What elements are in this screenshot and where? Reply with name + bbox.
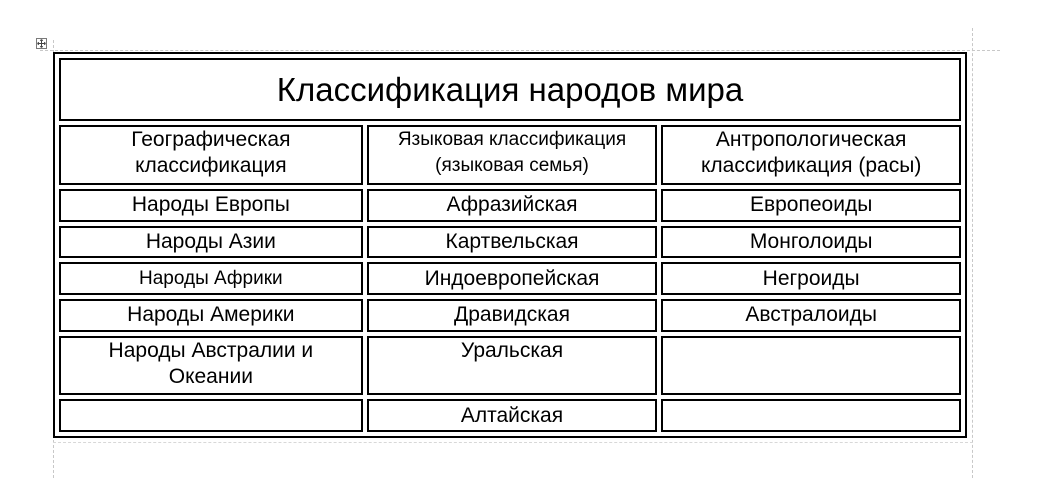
column-header-geographic[interactable]: Географическая классификация (59, 125, 363, 184)
classification-table[interactable] (53, 52, 967, 438)
table-cell[interactable]: Народы Азии (59, 226, 363, 259)
table-cell[interactable]: Народы Европы (59, 189, 363, 222)
page-guide-bottom (53, 442, 973, 443)
table-cell[interactable]: Алтайская (367, 399, 658, 432)
table-row (59, 226, 961, 259)
table-row (59, 399, 961, 432)
table-row (59, 336, 961, 395)
table-cell[interactable]: Народы Африки (59, 262, 363, 295)
move-arrows-icon[interactable] (36, 38, 47, 49)
table-cell[interactable]: Уральская (367, 336, 658, 395)
table-cell[interactable] (59, 399, 363, 432)
table-row (59, 262, 961, 295)
table-cell[interactable]: Монголоиды (661, 226, 961, 259)
table-cell[interactable]: Народы Австралии и Океании (59, 336, 363, 395)
table-cell[interactable]: Афразийская (367, 189, 658, 222)
table-cell[interactable]: Дравидская (367, 299, 658, 332)
table-cell[interactable] (661, 399, 961, 432)
table-cell[interactable]: Картвельская (367, 226, 658, 259)
table-row (59, 299, 961, 332)
table-row (59, 189, 961, 222)
column-header-linguistic[interactable]: Языковая классификация (языковая семья) (367, 125, 658, 184)
table-cell[interactable]: Австралоиды (661, 299, 961, 332)
table-title[interactable]: Классификация народов мира (59, 58, 961, 121)
table-cell[interactable]: Негроиды (661, 262, 961, 295)
column-header-anthropological[interactable]: Антропологическая классификация (расы) (661, 125, 961, 184)
page-guide-right (972, 28, 973, 478)
page-guide-top (40, 50, 1000, 51)
table-cell[interactable]: Европеоиды (661, 189, 961, 222)
table-cell[interactable] (661, 336, 961, 395)
table-cell[interactable]: Индоевропейская (367, 262, 658, 295)
table-cell[interactable]: Народы Америки (59, 299, 363, 332)
